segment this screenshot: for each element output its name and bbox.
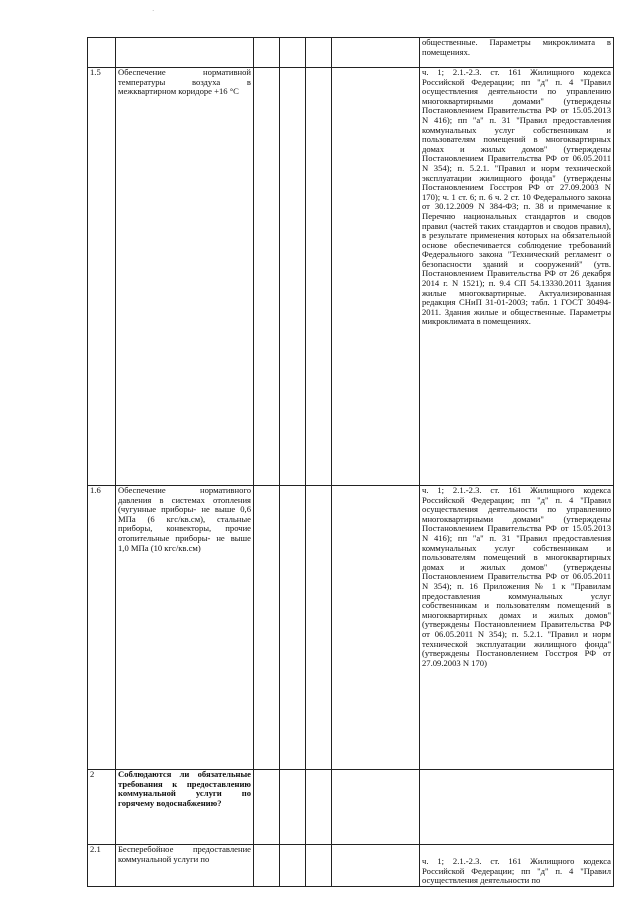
row-number: 1.6 <box>88 486 116 770</box>
answer-na-cell <box>306 38 332 68</box>
table-row <box>88 38 614 68</box>
requirement-text: Бесперебойное предоставление коммунальной услуги по <box>116 845 254 887</box>
answer-na-cell <box>306 770 332 845</box>
answer-yes-cell <box>254 68 280 486</box>
answer-yes-cell <box>254 845 280 887</box>
requirement-text: Обеспечение нормативной температуры воздуха в межквартирном коридоре +16 °С <box>116 68 254 486</box>
requirements-table <box>87 37 614 887</box>
answer-no-cell <box>280 845 306 887</box>
answer-na-cell <box>306 486 332 770</box>
table-row <box>88 486 614 770</box>
answer-na-cell <box>306 68 332 486</box>
row-number: 2 <box>88 770 116 845</box>
comment-cell <box>332 770 420 845</box>
legal-reference: общественные. Параметры микроклимата в помещениях. <box>420 38 614 68</box>
answer-yes-cell <box>254 38 280 68</box>
requirement-text <box>116 38 254 68</box>
page-mark: · <box>152 7 155 15</box>
requirement-text: Обеспечение нормативного давления в системах отопления (чугунные приборы- не выше 0,6 МПа (6 кгс/кв.см), стальные приборы, конвекторы, прочие отопительные приборы- не выше 1,0 МПа (10 кгс/кв.см) <box>116 486 254 770</box>
comment-cell <box>332 38 420 68</box>
comment-cell <box>332 486 420 770</box>
table-row <box>88 68 614 486</box>
answer-na-cell <box>306 845 332 887</box>
row-number <box>88 38 116 68</box>
section-heading: Соблюдаются ли обязательные требования к предоставлению коммунальной услуги по горячему водоснабжению? <box>116 770 254 845</box>
answer-yes-cell <box>254 770 280 845</box>
row-number: 1.5 <box>88 68 116 486</box>
legal-reference: ч. 1; 2.1.-2.3. ст. 161 Жилищного кодекса Российской Федерации; пп "д" п. 4 "Правил осуществления деятельности по управлению многоквартирными домами" (утверждены Постановлением Правительства РФ от 15.05.2013 N 416); пп "а" п. 31 "Правил предоставления коммунальных услуг собственникам и пользователям помещений в многоквартирных домах и жилых домов" (утверждены Постановлением Правительства РФ от 06.05.2011 N 354); п. 16 Приложения № 1 к "Правилам предоставления коммунальных услуг собственникам и пользователям помещений в многоквартирных домах и жилых домов" (утверждены Постановлением Правительства РФ от 06.05.2011 N 354); п. 5.2.1. "Правил и норм технической эксплуатации жилищного фонда" (утверждены Постановлением Госстроя РФ от 27.09.2003 N 170) <box>420 486 614 770</box>
answer-no-cell <box>280 486 306 770</box>
table-row <box>88 845 614 887</box>
answer-no-cell <box>280 770 306 845</box>
comment-cell <box>332 68 420 486</box>
answer-no-cell <box>280 68 306 486</box>
legal-reference: ч. 1; 2.1.-2.3. ст. 161 Жилищного кодекса Российской Федерации; пп "д" п. 4 "Правил осуществления деятельности по управлению многоквартирными домами" (утверждены Постановлением Правительства РФ от 15.05.2013 N 416); пп "а" п. 31 "Правил предоставления коммунальных услуг собственникам и пользователям помещений в многоквартирных домах и жилых домов" (утверждены Постановлением Правительства РФ от 06.05.2011 N 354); п. 5.2.1. "Правил и норм технической эксплуатации жилищного фонда" (утверждены Постановлением Госстроя РФ от 27.09.2003 N 170); ч. 1 ст. 6; п. 6 ч. 2 ст. 10 Федерального закона от 30.12.2009 N 384-ФЗ; п. 38 и примечание к Перечню национальных стандартов и сводов правил (частей таких стандартов и сводов правил), в результате применения которых на обязательной основе обеспечивается соблюдение требований Федерального закона "Технический регламент о безопасности зданий и сооружений" (утв. Постановлением Правительства РФ от 26 декабря 2014 г. N 1521); п. 9.4 СП 54.13330.2011 Здания жилые многоквартирные. Актуализированная редакция СНиП 31-01-2003; табл. 1 ГОСТ 30494-2011. Здания жилые и общественные. Параметры микроклимата в помещениях. <box>420 68 614 486</box>
table-row <box>88 770 614 845</box>
row-number: 2.1 <box>88 845 116 887</box>
answer-no-cell <box>280 38 306 68</box>
comment-cell <box>332 845 420 887</box>
legal-reference: ч. 1; 2.1.-2.3. ст. 161 Жилищного кодекса Российской Федерации; пп "д" п. 4 "Правил осуществления деятельности по <box>420 845 614 887</box>
answer-yes-cell <box>254 486 280 770</box>
legal-reference <box>420 770 614 845</box>
